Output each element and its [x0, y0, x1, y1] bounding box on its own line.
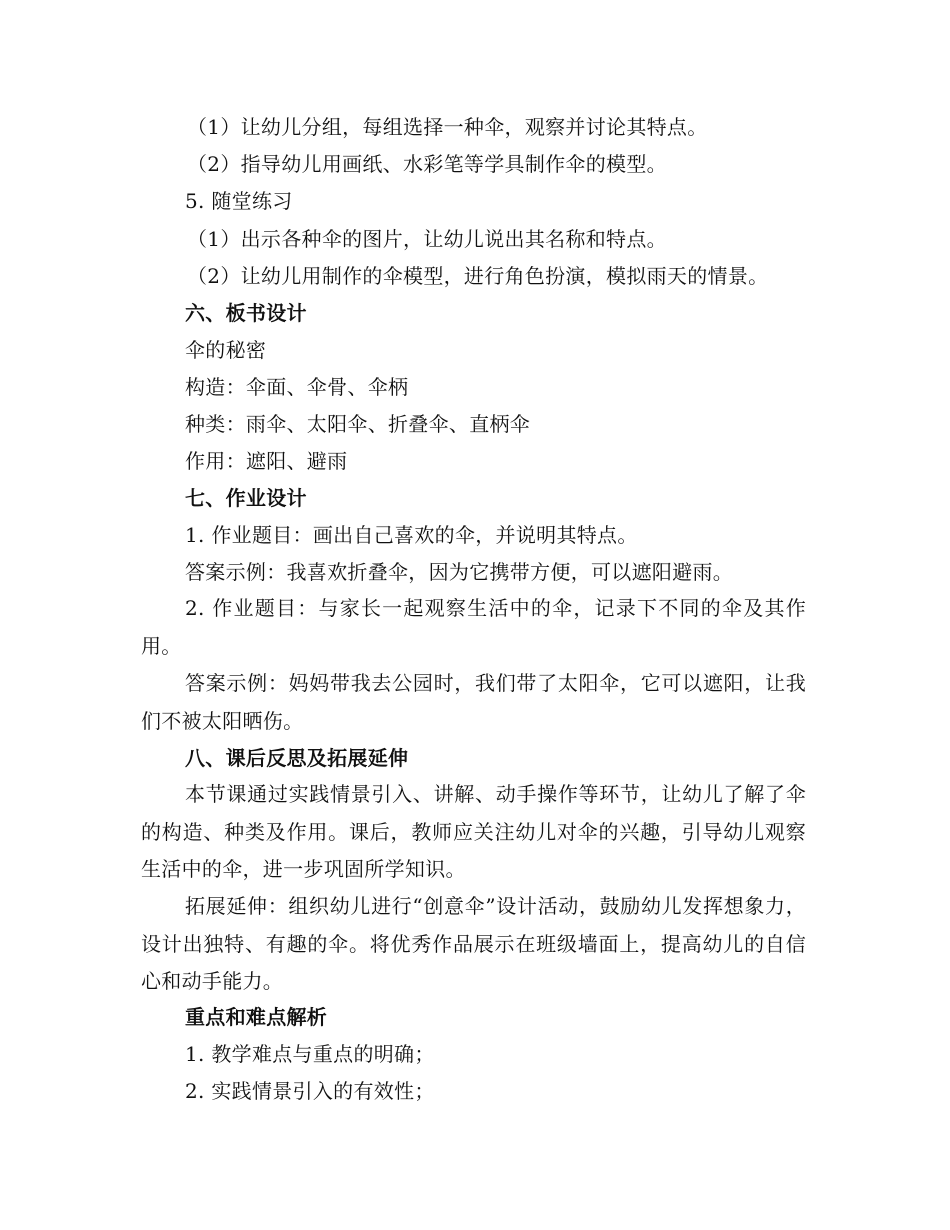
homework-heading: 七、作业设计 [185, 486, 307, 510]
analysis-heading: 重点和难点解析 [185, 1005, 328, 1029]
practice-item-2: （2）让幼儿用制作的伞模型，进行角色扮演，模拟雨天的情景。 [187, 264, 769, 288]
board-title: 伞的秘密 [185, 338, 267, 362]
board-design-heading: 六、板书设计 [185, 301, 307, 325]
board-types: 种类：雨伞、太阳伞、折叠伞、直柄伞 [185, 412, 531, 436]
analysis-item-1: 1. 教学难点与重点的明确； [185, 1042, 435, 1066]
practice-heading: 5. 随堂练习 [185, 189, 293, 213]
activity-item-1: （1）让幼儿分组，每组选择一种伞，观察并讨论其特点。 [187, 115, 708, 139]
board-structure: 构造：伞面、伞骨、伞柄 [185, 375, 409, 399]
homework-answer-1: 答案示例：我喜欢折叠伞，因为它携带方便，可以遮阳避雨。 [185, 560, 734, 584]
homework-answer-2: 答案示例：妈妈带我去公园时，我们带了太阳伞，它可以遮阳，让我们不被太阳晒伤。 [141, 671, 806, 733]
practice-item-1: （1）出示各种伞的图片，让幼儿说出其名称和特点。 [187, 227, 667, 251]
reflection-paragraph-1: 本节课通过实践情景引入、讲解、动手操作等环节，让幼儿了解了伞的构造、种类及作用。课后，教师应关注幼儿对伞的兴趣，引导幼儿观察生活中的伞，进一步巩固所学知识。 [141, 782, 806, 881]
board-uses: 作用：遮阳、避雨 [185, 449, 348, 473]
reflection-paragraph-2: 拓展延伸：组织幼儿进行“创意伞”设计活动，鼓励幼儿发挥想象力，设计出独特、有趣的伞。将优秀作品展示在班级墙面上，提高幼儿的自信心和动手能力。 [141, 894, 806, 993]
activity-item-2: （2）指导幼儿用画纸、水彩笔等学具制作伞的模型。 [187, 152, 667, 176]
reflection-heading: 八、课后反思及拓展延伸 [185, 746, 409, 770]
analysis-item-2: 2. 实践情景引入的有效性； [185, 1079, 435, 1103]
homework-question-2: 2. 作业题目：与家长一起观察生活中的伞，记录下不同的伞及其作用。 [141, 596, 806, 658]
homework-question-1: 1. 作业题目：画出自己喜欢的伞，并说明其特点。 [185, 523, 638, 547]
